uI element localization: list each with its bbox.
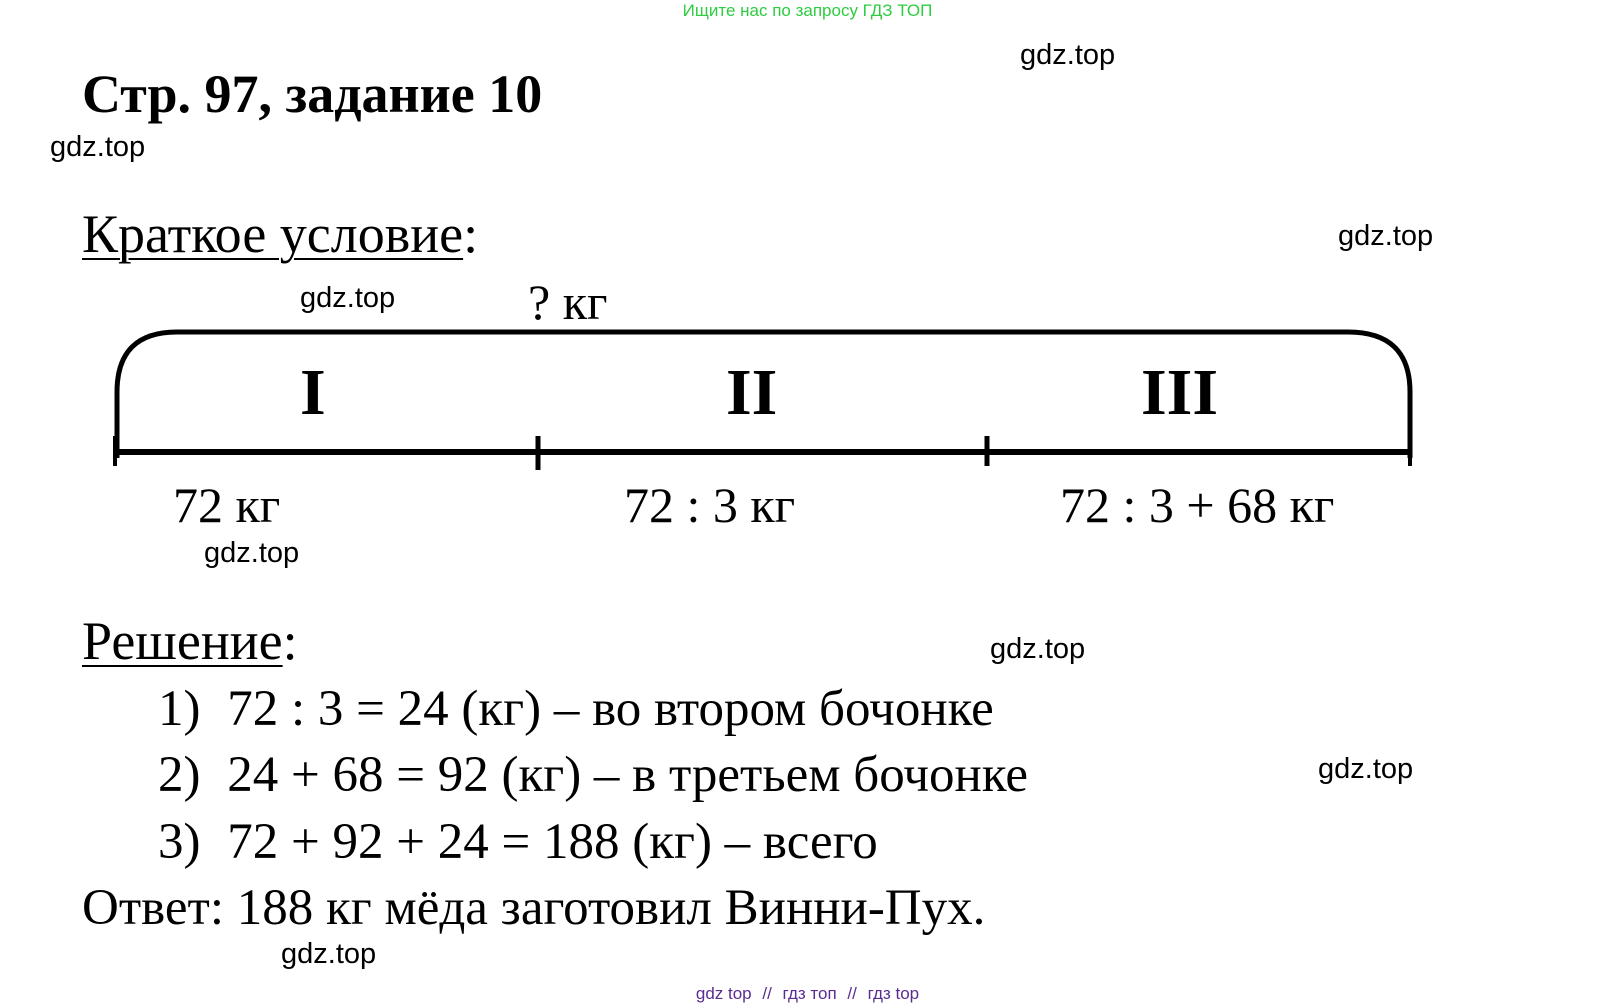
step-number: 2) [158,747,201,803]
step-number: 1) [158,681,201,737]
watermark: gdz.top [1318,753,1414,785]
watermark: gdz.top [990,633,1086,665]
condition-label: Краткое условие [82,204,464,264]
part-value: 72 : 3 кг [624,477,796,533]
footer-link[interactable]: gdz top [695,984,752,1003]
solution-label: Решение [82,611,283,671]
step-text: 72 + 92 + 24 = 188 (кг) – всего [227,814,878,870]
watermark: gdz.top [1020,39,1116,71]
watermark: gdz.top [50,131,146,163]
part-value: 72 : 3 + 68 кг [1060,477,1335,533]
footer-links [0,983,1615,1005]
watermark: gdz.top [300,282,396,314]
solution-step [158,745,1028,805]
step-text: 72 : 3 = 24 (кг) – во втором бочонке [227,681,994,737]
footer-separator: // [762,984,772,1003]
top-search-hint[interactable]: Ищите нас по запросу ГДЗ ТОП [682,1,933,20]
part-label: I [300,356,326,429]
footer-link[interactable]: гдз топ [782,984,837,1003]
page-title: Стр. 97, задание 10 [82,64,543,124]
solution-colon: : [282,611,298,671]
footer-separator: // [847,984,857,1003]
total-label: ? кг [528,274,608,330]
part-value: 72 кг [173,477,281,533]
step-text: 24 + 68 = 92 (кг) – в третьем бочонке [227,747,1028,803]
step-number: 3) [158,814,201,870]
watermark: gdz.top [204,537,300,569]
part-label: III [1141,356,1219,429]
watermark: gdz.top [281,938,377,970]
part-label: II [726,356,778,429]
footer-link[interactable]: гдз top [867,984,920,1003]
solution-step [158,812,878,872]
answer-line: Ответ: 188 кг мёда заготовил Винни-Пух. [82,880,986,936]
solution-heading [82,610,298,672]
watermark: gdz.top [1338,220,1434,252]
condition-colon: : [463,204,479,264]
solution-step [158,679,994,739]
